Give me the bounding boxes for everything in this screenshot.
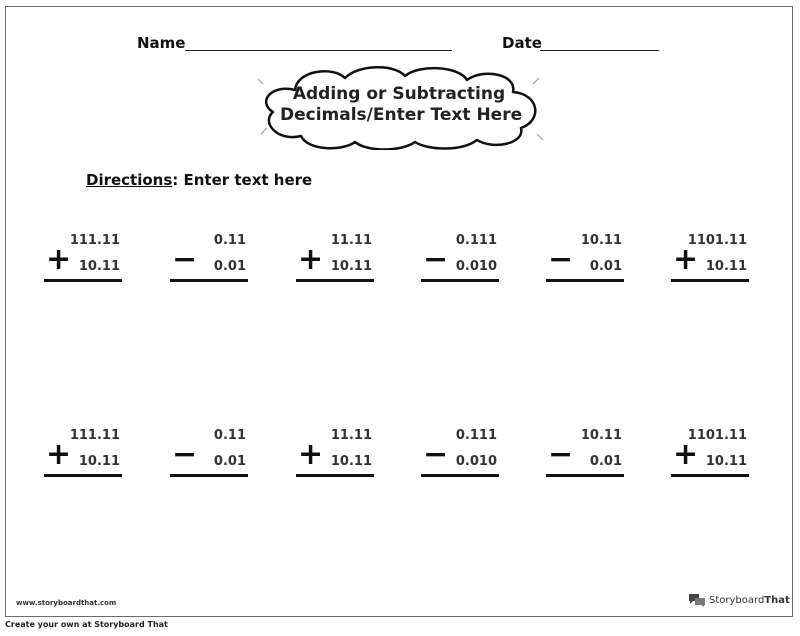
problem <box>546 233 628 293</box>
problem-top-number: 11.11 <box>330 233 372 248</box>
problem-bottom-number: 10.11 <box>330 454 372 469</box>
problem-top-number: 10.11 <box>580 233 622 248</box>
problem-bottom-number: 10.11 <box>705 259 747 274</box>
problem-top-number: 0.11 <box>213 428 246 443</box>
problem-top-number: 0.111 <box>455 428 497 443</box>
answer-line <box>421 474 499 477</box>
problem <box>170 428 252 488</box>
brand-that: That <box>764 594 790 606</box>
minus-sign: − <box>423 437 449 472</box>
problem <box>170 233 252 293</box>
answer-line <box>296 474 374 477</box>
plus-sign: + <box>298 437 324 472</box>
problem-top-number: 0.11 <box>213 233 246 248</box>
problem-bottom-number: 10.11 <box>705 454 747 469</box>
answer-line <box>170 474 248 477</box>
minus-sign: − <box>172 437 198 472</box>
directions[interactable] <box>86 171 312 189</box>
problem <box>296 233 378 293</box>
plus-sign: + <box>46 242 72 277</box>
plus-sign: + <box>673 242 699 277</box>
answer-line <box>671 279 749 282</box>
answer-line <box>671 474 749 477</box>
problem <box>671 233 753 293</box>
directions-text: : Enter text here <box>172 171 313 189</box>
problem <box>546 428 628 488</box>
answer-line <box>421 279 499 282</box>
problem-top-number: 1101.11 <box>687 233 747 248</box>
problem <box>296 428 378 488</box>
problem-bottom-number: 10.11 <box>78 454 120 469</box>
problem-bottom-number: 10.11 <box>330 259 372 274</box>
problem <box>421 233 503 293</box>
problem <box>421 428 503 488</box>
worksheet-title[interactable] <box>280 84 523 126</box>
problem-bottom-number: 10.11 <box>78 259 120 274</box>
problem <box>44 428 126 488</box>
plus-sign: + <box>46 437 72 472</box>
problem-top-number: 0.111 <box>455 233 497 248</box>
minus-sign: − <box>548 242 574 277</box>
minus-sign: − <box>548 437 574 472</box>
answer-line <box>546 279 624 282</box>
plus-sign: + <box>298 242 324 277</box>
problem <box>671 428 753 488</box>
answer-line <box>296 279 374 282</box>
date-label: Date <box>502 34 542 52</box>
speech-bubbles-icon <box>688 593 706 607</box>
date-line[interactable] <box>540 50 659 51</box>
minus-sign: − <box>172 242 198 277</box>
create-your-own-link[interactable]: Create your own at Storyboard That <box>5 620 168 629</box>
problem-top-number: 10.11 <box>580 428 622 443</box>
problem-top-number: 11.11 <box>330 428 372 443</box>
problem-bottom-number: 0.010 <box>455 259 497 274</box>
problem-top-number: 111.11 <box>69 428 120 443</box>
problem-top-number: 111.11 <box>69 233 120 248</box>
storyboardthat-logo[interactable] <box>688 592 790 608</box>
title-line-2: Decimals/Enter Text Here <box>280 105 523 125</box>
problem-bottom-number: 0.01 <box>589 454 622 469</box>
problem-bottom-number: 0.010 <box>455 454 497 469</box>
name-line[interactable] <box>185 50 452 51</box>
problem-bottom-number: 0.01 <box>213 454 246 469</box>
directions-label: Directions <box>86 171 173 189</box>
answer-line <box>44 474 122 477</box>
problem-top-number: 1101.11 <box>687 428 747 443</box>
minus-sign: − <box>423 242 449 277</box>
answer-line <box>170 279 248 282</box>
plus-sign: + <box>673 437 699 472</box>
problem-bottom-number: 0.01 <box>213 259 246 274</box>
title-line-1: Adding or Subtracting <box>292 84 506 104</box>
problem-bottom-number: 0.01 <box>589 259 622 274</box>
problem <box>44 233 126 293</box>
answer-line <box>44 279 122 282</box>
footer-url: www.storyboardthat.com <box>16 599 117 607</box>
brand-storyboard: Storyboard <box>709 594 765 606</box>
name-label: Name <box>137 34 186 52</box>
answer-line <box>546 474 624 477</box>
